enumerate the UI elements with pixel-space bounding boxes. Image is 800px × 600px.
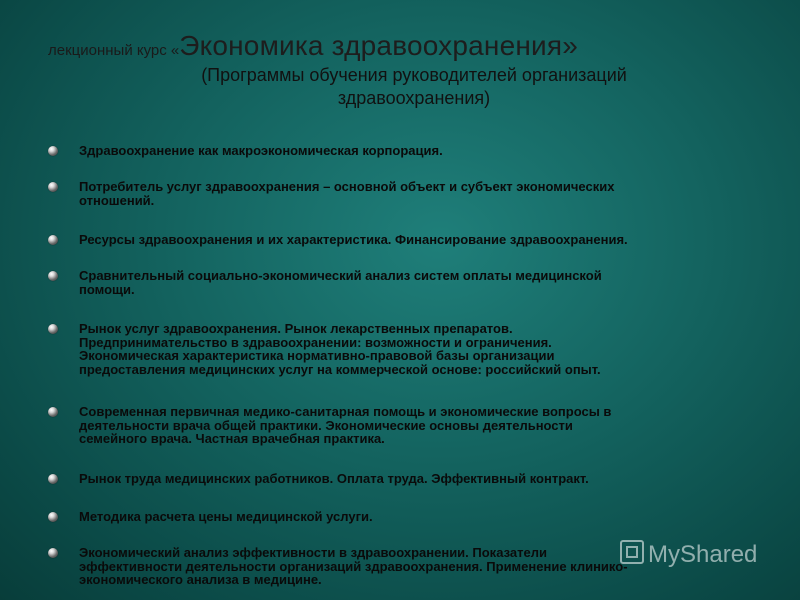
title-main: Экономика здравоохранения» [179, 30, 578, 61]
list-item-text: Рынок услуг здравоохранения. Рынок лекарственных препаратов. Предпринимательство в здравоохранении: возможности и ограничения. Экономическая характеристика нормативно-правовой базы организации предоставления медицинских услуг на коммерческой основе: российский опыт. [79, 321, 601, 377]
list-item-text: Современная первичная медико-санитарная помощь и экономические вопросы в деятельности врача общей практики. Экономические основы деятельности семейного врача. Частная врачебная практика. [79, 404, 612, 446]
watermark-text: MyShared [648, 541, 758, 568]
bullet-icon [48, 146, 58, 156]
bullet-icon [48, 407, 58, 417]
list-item-text: Здравоохранение как макроэкономическая корпорация. [79, 143, 443, 158]
list-item-text: Сравнительный социально-экономический анализ систем оплаты медицинской помощи. [79, 268, 602, 297]
title-line [48, 30, 768, 62]
title-prefix: лекционный курс « [48, 42, 180, 59]
list-item-text: Ресурсы здравоохранения и их характеристика. Финансирование здравоохранения. [79, 232, 628, 247]
list-item-text: Экономический анализ эффективности в здравоохранении. Показатели эффективности деятельности организаций здравоохранения. Применение клинико- экономического анализа в медицине. [79, 545, 628, 587]
bullet-icon [48, 474, 58, 484]
bullet-icon [48, 182, 58, 192]
bullet-icon [48, 324, 58, 334]
myshared-logo-icon [620, 540, 644, 564]
title-subtitle: (Программы обучения руководителей организаций здравоохранения) [201, 65, 627, 108]
watermark [620, 538, 790, 568]
bullet-icon [48, 548, 58, 558]
bullet-icon [48, 512, 58, 522]
list-item-text: Методика расчета цены медицинской услуги. [79, 509, 373, 524]
bullet-icon [48, 271, 58, 281]
bullet-icon [48, 235, 58, 245]
slide-title [48, 30, 768, 110]
list-item-text: Рынок труда медицинских работников. Оплата труда. Эффективный контракт. [79, 471, 589, 486]
list-item-text: Потребитель услуг здравоохранения – основной объект и субъект экономических отношений. [79, 179, 615, 208]
